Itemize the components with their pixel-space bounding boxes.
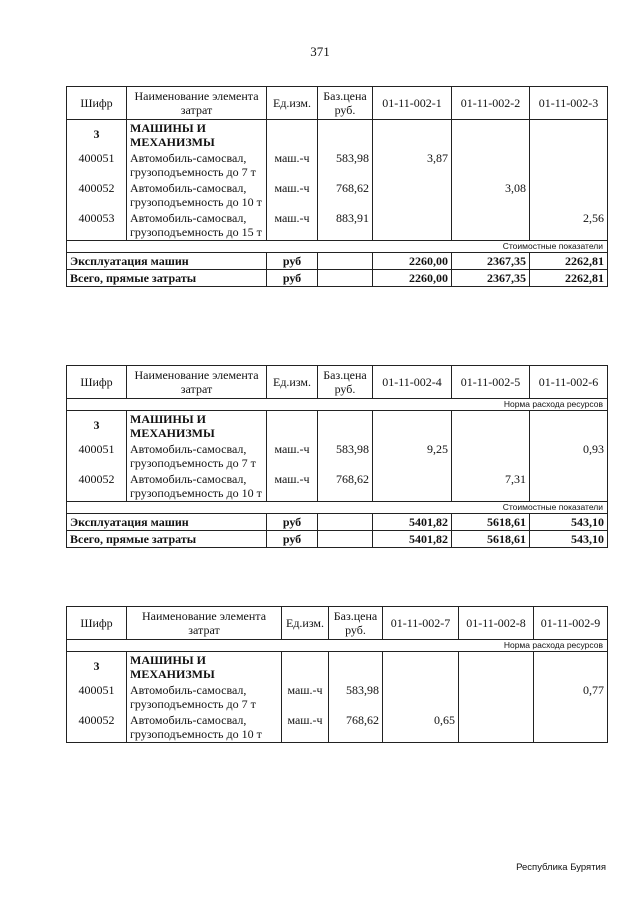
resource-value xyxy=(534,712,608,743)
total-value: 2260,00 xyxy=(373,270,452,287)
total-row xyxy=(67,531,608,548)
table-row xyxy=(67,441,608,471)
resource-unit: маш.-ч xyxy=(282,682,329,712)
table-row xyxy=(67,210,608,241)
resource-value xyxy=(373,471,452,502)
resource-price: 583,98 xyxy=(318,150,373,180)
total-value: 2367,35 xyxy=(452,270,530,287)
resource-norm-label: Норма расхода ресурсов xyxy=(67,399,608,411)
total-value: 2262,81 xyxy=(530,253,608,270)
resource-value xyxy=(383,682,459,712)
total-value: 2262,81 xyxy=(530,270,608,287)
resource-value xyxy=(452,210,530,241)
header-code: Шифр xyxy=(67,87,127,120)
resource-table-1 xyxy=(66,86,608,287)
total-row xyxy=(67,270,608,287)
header-column: 01-11-002-4 xyxy=(373,366,452,399)
header-code: Шифр xyxy=(67,366,127,399)
header-column: 01-11-002-5 xyxy=(452,366,530,399)
table-row xyxy=(67,712,608,743)
table-row xyxy=(67,150,608,180)
resource-name: Автомобиль-самосвал, грузоподъемность до 15 т xyxy=(127,210,267,241)
total-value: 2367,35 xyxy=(452,253,530,270)
resource-value xyxy=(530,471,608,502)
resource-code: 400051 xyxy=(67,682,127,712)
total-value: 543,10 xyxy=(530,514,608,531)
resource-code: 400051 xyxy=(67,150,127,180)
resource-value xyxy=(530,180,608,210)
total-value: 5618,61 xyxy=(452,514,530,531)
total-value: 5618,61 xyxy=(452,531,530,548)
resource-value: 3,87 xyxy=(373,150,452,180)
header-column: 01-11-002-8 xyxy=(459,607,534,640)
resource-price: 583,98 xyxy=(318,441,373,471)
resource-price: 768,62 xyxy=(318,180,373,210)
resource-value: 0,65 xyxy=(383,712,459,743)
resource-value: 7,31 xyxy=(452,471,530,502)
resource-code: 400052 xyxy=(67,471,127,502)
section-code: 3 xyxy=(67,411,127,442)
total-unit: руб xyxy=(267,270,318,287)
resource-value xyxy=(452,441,530,471)
cost-indicators-label: Стоимостные показатели xyxy=(67,502,608,514)
total-value: 2260,00 xyxy=(373,253,452,270)
table-row xyxy=(67,471,608,502)
total-unit: руб xyxy=(267,531,318,548)
header-column: 01-11-002-7 xyxy=(383,607,459,640)
total-label: Всего, прямые затраты xyxy=(67,270,267,287)
total-value: 5401,82 xyxy=(373,531,452,548)
header-column: 01-11-002-6 xyxy=(530,366,608,399)
resource-name: Автомобиль-самосвал, грузоподъемность до 10 т xyxy=(127,180,267,210)
header-unit: Ед.изм. xyxy=(267,366,318,399)
header-column: 01-11-002-1 xyxy=(373,87,452,120)
resource-unit: маш.-ч xyxy=(282,712,329,743)
resource-table-2 xyxy=(66,365,608,548)
section-code: 3 xyxy=(67,120,127,151)
total-unit: руб xyxy=(267,514,318,531)
header-name: Наименование элемента затрат xyxy=(127,607,282,640)
total-value: 543,10 xyxy=(530,531,608,548)
resource-value: 9,25 xyxy=(373,441,452,471)
total-value: 5401,82 xyxy=(373,514,452,531)
resource-code: 400052 xyxy=(67,180,127,210)
footer-region-label: Республика Бурятия xyxy=(516,862,606,873)
resource-name: Автомобиль-самосвал, грузоподъемность до 7 т xyxy=(127,150,267,180)
header-column: 01-11-002-9 xyxy=(534,607,608,640)
resource-code: 400052 xyxy=(67,712,127,743)
section-title: МАШИНЫ И МЕХАНИЗМЫ xyxy=(127,652,282,683)
resource-name: Автомобиль-самосвал, грузоподъемность до 10 т xyxy=(127,712,282,743)
resource-price: 883,91 xyxy=(318,210,373,241)
total-row xyxy=(67,253,608,270)
resource-value xyxy=(373,180,452,210)
table-row xyxy=(67,682,608,712)
header-column: 01-11-002-2 xyxy=(452,87,530,120)
resource-value xyxy=(530,150,608,180)
resource-value xyxy=(452,150,530,180)
resource-name: Автомобиль-самосвал, грузоподъемность до 7 т xyxy=(127,441,267,471)
header-price: Баз.цена руб. xyxy=(318,87,373,120)
resource-name: Автомобиль-самосвал, грузоподъемность до 10 т xyxy=(127,471,267,502)
resource-name: Автомобиль-самосвал, грузоподъемность до 7 т xyxy=(127,682,282,712)
resource-value: 3,08 xyxy=(452,180,530,210)
resource-table-3 xyxy=(66,606,608,743)
header-price: Баз.цена руб. xyxy=(318,366,373,399)
resource-value: 2,56 xyxy=(530,210,608,241)
header-name: Наименование элемента затрат xyxy=(127,87,267,120)
resource-value xyxy=(459,712,534,743)
resource-unit: маш.-ч xyxy=(267,210,318,241)
total-label: Эксплуатация машин xyxy=(67,514,267,531)
header-column: 01-11-002-3 xyxy=(530,87,608,120)
resource-unit: маш.-ч xyxy=(267,471,318,502)
resource-value xyxy=(373,210,452,241)
resource-norm-label: Норма расхода ресурсов xyxy=(67,640,608,652)
resource-price: 583,98 xyxy=(329,682,383,712)
resource-value: 0,93 xyxy=(530,441,608,471)
total-unit: руб xyxy=(267,253,318,270)
section-code: 3 xyxy=(67,652,127,683)
resource-price: 768,62 xyxy=(329,712,383,743)
header-price: Баз.цена руб. xyxy=(329,607,383,640)
resource-value: 0,77 xyxy=(534,682,608,712)
header-unit: Ед.изм. xyxy=(282,607,329,640)
section-title: МАШИНЫ И МЕХАНИЗМЫ xyxy=(127,411,267,442)
table-row xyxy=(67,180,608,210)
resource-unit: маш.-ч xyxy=(267,441,318,471)
section-title: МАШИНЫ И МЕХАНИЗМЫ xyxy=(127,120,267,151)
total-label: Всего, прямые затраты xyxy=(67,531,267,548)
resource-value xyxy=(459,682,534,712)
header-code: Шифр xyxy=(67,607,127,640)
resource-code: 400053 xyxy=(67,210,127,241)
resource-code: 400051 xyxy=(67,441,127,471)
resource-price: 768,62 xyxy=(318,471,373,502)
header-unit: Ед.изм. xyxy=(267,87,318,120)
page-number: 371 xyxy=(310,44,330,59)
cost-indicators-label: Стоимостные показатели xyxy=(67,241,608,253)
resource-unit: маш.-ч xyxy=(267,150,318,180)
resource-unit: маш.-ч xyxy=(267,180,318,210)
header-name: Наименование элемента затрат xyxy=(127,366,267,399)
total-row xyxy=(67,514,608,531)
total-label: Эксплуатация машин xyxy=(67,253,267,270)
